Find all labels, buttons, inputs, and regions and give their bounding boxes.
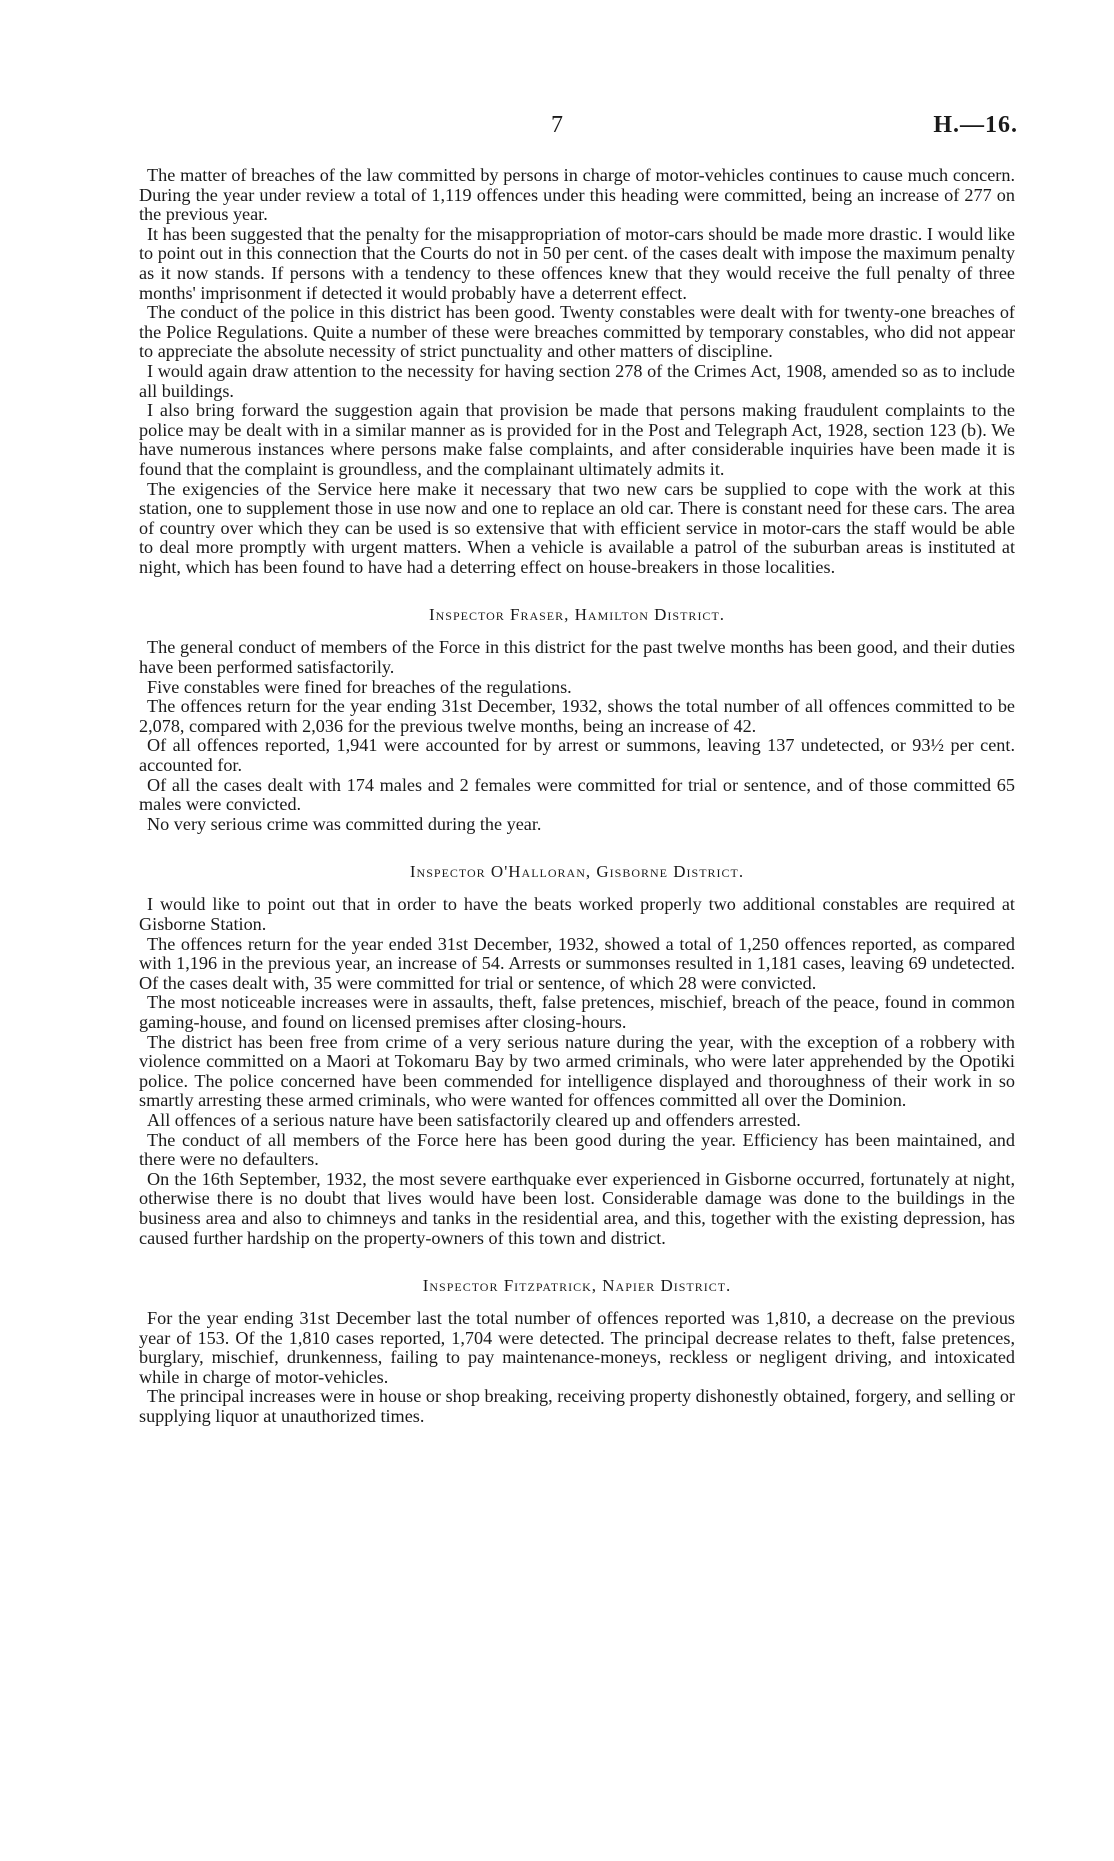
- paragraph: The matter of breaches of the law committed by persons in charge of motor-vehicles continues to cause much concern. During the year under review a total of 1,119 offences under this heading were committed, being an increase of 277 on the previous year.: [139, 165, 1015, 225]
- page-number: 7: [551, 112, 563, 138]
- paragraph: It has been suggested that the penalty for the misappropriation of motor-cars should be made more drastic. I would like to point out in this connection that the Courts do not in 50 per cent. of the cases dealt with impose the maximum penalty as it now stands. If persons with a tendency to these offences knew that they would receive the full penalty of three months' imprisonment if detected it would probably have a deterrent effect.: [139, 223, 1015, 303]
- section-heading: Inspector O'Halloran, Gisborne District.: [409, 862, 745, 882]
- paragraph: I would like to point out that in order to have the beats worked properly two additional constables are required at Gisborne Station.: [139, 894, 1015, 934]
- paragraph: The exigencies of the Service here make it necessary that two new cars be supplied to cope with the work at this station, one to supplement those in use now and one to replace an old car. There is constant need for these cars. The area of country over which they can be used is so extensive that with efficient service in motor-cars the staff would be able to deal more promptly with urgent matters. When a vehicle is available a patrol of the suburban areas is instituted at night, which has been found to have had a deterring effect on house-breakers in those localities.: [139, 478, 1015, 577]
- paragraph: I also bring forward the suggestion again that provision be made that persons making fraudulent complaints to the police may be dealt with in a similar manner as is provided for in the Post and Telegraph Act, 1928, section 123 (b). We have numerous instances where persons make false complaints, and after considerable inquiries have been made it is found that the complaint is groundless, and the complainant ultimately admits it.: [139, 400, 1015, 479]
- section-heading: Inspector Fraser, Hamilton District.: [428, 605, 726, 625]
- paragraph: Of all offences reported, 1,941 were accounted for by arrest or summons, leaving 137 undetected, or 93½ per cent. accounted for.: [139, 735, 1015, 776]
- paragraph: I would again draw attention to the necessity for having section 278 of the Crimes Act, 1908, amended so as to include all buildings.: [139, 360, 1015, 401]
- paragraph: For the year ending 31st December last the total number of offences reported was 1,810, a decrease on the previous year of 153. Of the 1,810 cases reported, 1,704 were detected. The principal decrease relates to theft, false pretences, burglary, mischief, drunkenness, failing to pay maintenance-moneys, reckless or negligent driving, and intoxicated while in charge of motor-vehicles.: [139, 1308, 1015, 1387]
- paragraph: Five constables were fined for breaches of the regulations.: [147, 676, 572, 697]
- paragraph: The conduct of all members of the Force here has been good during the year. Efficiency has been maintained, and there were no defaulters.: [139, 1129, 1015, 1170]
- paragraph: The offences return for the year ending 31st December, 1932, shows the total number of all offences committed to be 2,078, compared with 2,036 for the previous twelve months, being an increase of 42.: [139, 696, 1015, 736]
- paragraph: The principal increases were in house or shop breaking, receiving property dishonestly obtained, forgery, and selling or supplying liquor at unauthorized times.: [139, 1386, 1015, 1427]
- page-header: [0, 112, 1114, 142]
- section-heading: Inspector Fitzpatrick, Napier District.: [422, 1276, 732, 1296]
- paragraph: The district has been free from crime of a very serious nature during the year, with the exception of a robbery with violence committed on a Maori at Tokomaru Bay by two armed criminals, who were later apprehended by the Opotiki police. The police concerned have been commended for intelligence displayed and thoroughness of their work in so smartly arresting these armed criminals, who were wanted for offences committed all over the Dominion.: [139, 1031, 1015, 1111]
- paragraph: The most noticeable increases were in assaults, theft, false pretences, mischief, breach of the peace, found in common gaming-house, and found on licensed premises after closing-hours.: [139, 992, 1015, 1032]
- report-section-gisborne: [139, 862, 1015, 1248]
- report-section-continuation: [139, 166, 1015, 577]
- report-body: [139, 166, 1015, 1427]
- paragraph: The general conduct of members of the Force in this district for the past twelve months has been good, and their duties have been performed satisfactorily.: [139, 637, 1015, 678]
- paragraph: All offences of a serious nature have been satisfactorily cleared up and offenders arrested.: [147, 1109, 801, 1130]
- report-section-napier: [139, 1276, 1015, 1427]
- paragraph: Of all the cases dealt with 174 males and 2 females were committed for trial or sentence, and of those committed 65 males were convicted.: [139, 774, 1015, 815]
- document-reference: H.—16.: [933, 112, 1018, 138]
- paragraph: The offences return for the year ended 31st December, 1932, showed a total of 1,250 offences reported, as compared with 1,196 in the previous year, an increase of 54. Arrests or summonses resulted in 1,181 cases, leaving 69 undetected. Of the cases dealt with, 35 were committed for trial or sentence, of which 28 were convicted.: [139, 933, 1015, 993]
- paragraph: On the 16th September, 1932, the most severe earthquake ever experienced in Gisborne occurred, fortunately at night, otherwise there is no doubt that lives would have been lost. Considerable damage was done to the buildings in the business area and also to chimneys and tanks in the residential area, and this, together with the existing depression, has caused further hardship on the property-owners of this town and district.: [139, 1168, 1015, 1248]
- paragraph: No very serious crime was committed during the year.: [147, 813, 542, 834]
- paragraph: The conduct of the police in this district has been good. Twenty constables were dealt with for twenty-one breaches of the Police Regulations. Quite a number of these were breaches committed by temporary constables, who did not appear to appreciate the absolute necessity of strict punctuality and other matters of discipline.: [139, 302, 1015, 362]
- report-section-hamilton: [139, 605, 1015, 834]
